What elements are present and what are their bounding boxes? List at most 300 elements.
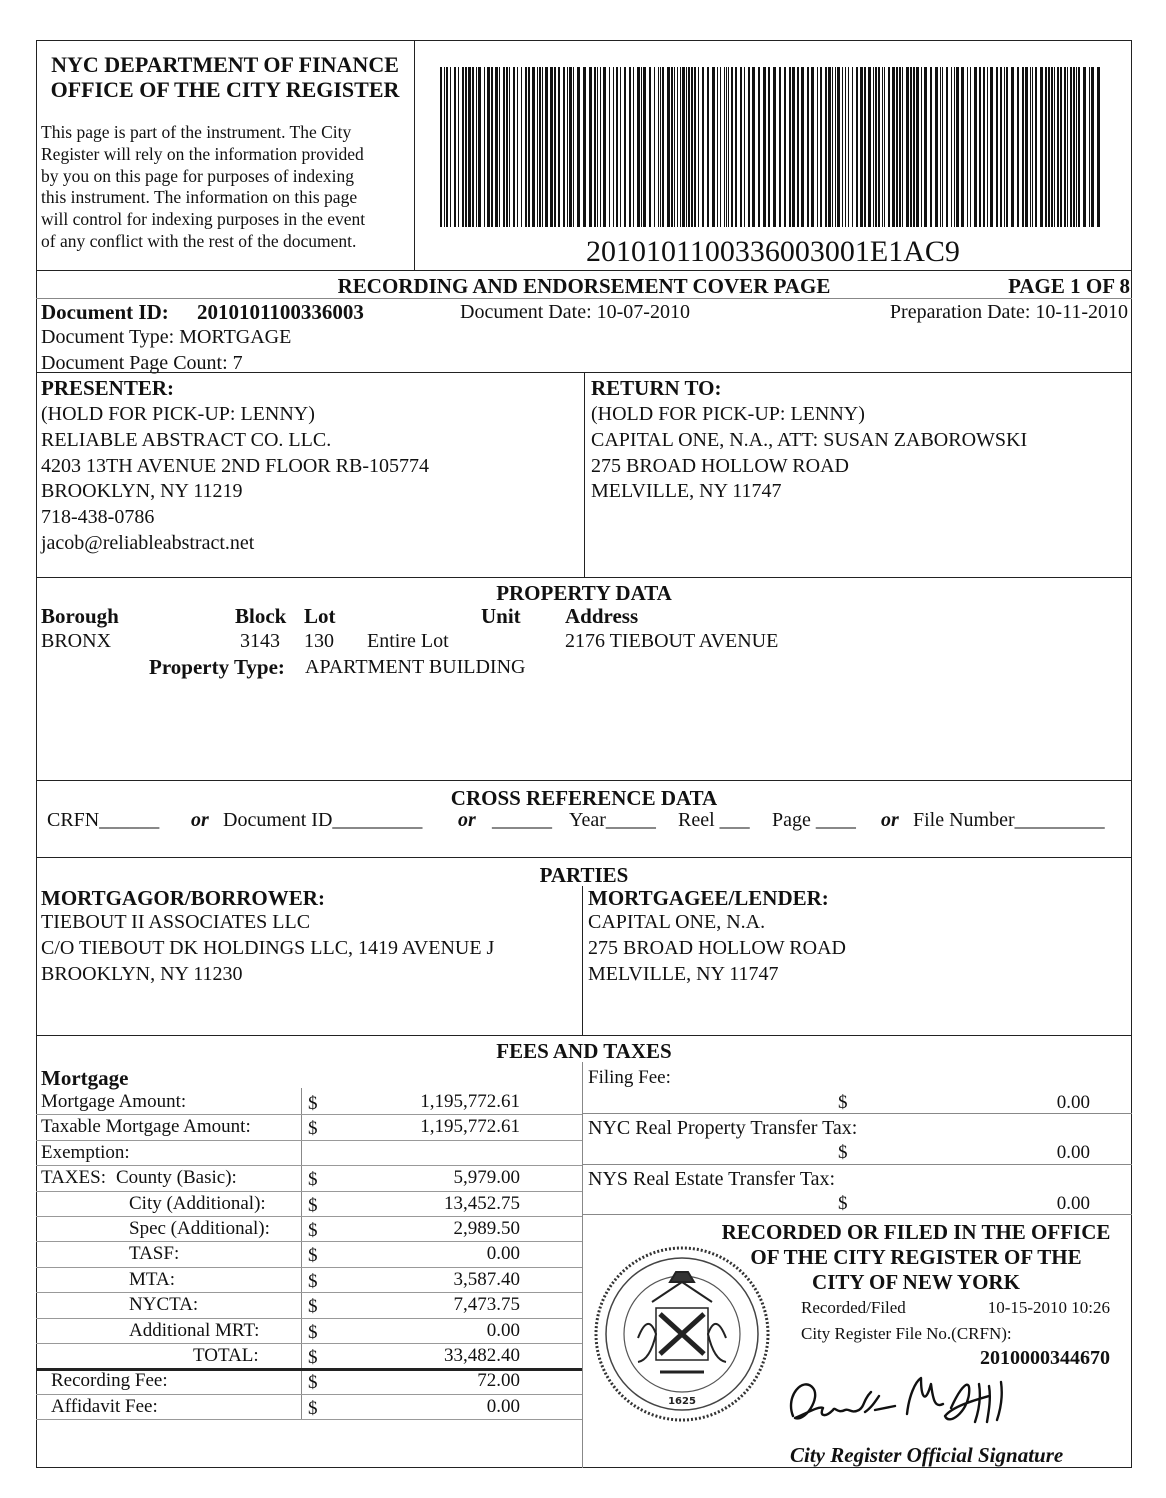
barcode-bar <box>892 67 895 227</box>
rule <box>582 1113 1132 1114</box>
barcode-bar <box>440 67 442 227</box>
barcode-bar <box>845 67 846 227</box>
year-field: Year_____ <box>569 809 656 831</box>
barcode-bar <box>884 67 885 227</box>
barcode-bar <box>594 67 596 227</box>
dept-name-line1: NYC DEPARTMENT OF FINANCE <box>51 52 399 77</box>
presenter-line: jacob@reliableabstract.net <box>41 531 255 554</box>
barcode-bar <box>532 67 535 227</box>
fee-label: TAXES: County (Basic): <box>41 1167 237 1189</box>
barcode-bar <box>641 67 642 227</box>
barcode-bar <box>832 67 833 227</box>
barcode-bar <box>835 67 836 227</box>
page-indicator: PAGE 1 OF 8 <box>1008 274 1130 298</box>
presenter-line: (HOLD FOR PICK-UP: LENNY) <box>41 403 315 425</box>
notice-line: Register will rely on the information provided <box>41 143 364 164</box>
barcode-bar <box>468 67 471 227</box>
barcode-bar <box>567 67 568 227</box>
fee-row <box>36 1166 582 1191</box>
borough-value: BRONX <box>41 630 112 652</box>
barcode-bar <box>967 67 968 227</box>
barcode-bar <box>499 67 500 227</box>
barcode-bar <box>974 67 977 227</box>
barcode-bar <box>996 67 998 227</box>
mortgage-label: Mortgage <box>41 1066 129 1090</box>
fee-amount: 33,482.40 <box>444 1345 520 1366</box>
fee-row <box>36 1192 582 1217</box>
barcode-bar <box>899 67 901 227</box>
fee-label: TASF: <box>129 1243 180 1265</box>
barcode-bar <box>688 67 690 227</box>
barcode-bar <box>768 67 770 227</box>
barcode-bar <box>837 67 840 227</box>
barcode-bar <box>1073 67 1075 227</box>
fee-amount: 13,452.75 <box>444 1192 520 1214</box>
fee-label: NYCTA: <box>129 1294 199 1316</box>
presenter-label: PRESENTER: <box>41 376 175 400</box>
barcode-bar <box>852 67 853 227</box>
barcode-bar <box>820 67 822 227</box>
crfn-label: City Register File No.(CRFN): <box>801 1324 1012 1343</box>
barcode-bar <box>577 67 580 227</box>
barcode-bar <box>667 67 670 227</box>
rptt-label: NYC Real Property Transfer Tax: <box>588 1117 858 1139</box>
barcode-bar <box>691 67 693 227</box>
rule <box>36 857 1132 858</box>
dept-name-line2: OFFICE OF THE CITY REGISTER <box>50 77 400 102</box>
fee-currency: $ <box>308 1270 318 1292</box>
lot-description: Entire Lot <box>367 630 449 652</box>
address-header: Address <box>565 604 639 628</box>
or-label: or <box>191 809 209 831</box>
barcode-bar <box>970 67 971 227</box>
rule <box>36 1035 1132 1036</box>
rule <box>36 577 1132 578</box>
fee-label: Additional MRT: <box>129 1319 260 1341</box>
barcode-bar <box>856 67 858 227</box>
rett-amount: 0.00 <box>1056 1193 1090 1214</box>
fee-amount: 0.00 <box>486 1319 520 1341</box>
property-data-title: PROPERTY DATA <box>496 581 672 605</box>
barcode-bar <box>643 67 646 227</box>
recorded-line1: RECORDED OR FILED IN THE OFFICE <box>721 1220 1111 1244</box>
fee-amount: 0.00 <box>486 1243 520 1265</box>
barcode-bar <box>1006 67 1008 227</box>
barcode-bar <box>807 67 809 227</box>
barcode-bar <box>1011 67 1014 227</box>
notice-line: This page is part of the instrument. The City <box>41 122 352 142</box>
barcode-bar <box>1097 67 1100 227</box>
barcode-bar <box>961 67 964 227</box>
barcode-bar <box>658 67 659 227</box>
city-register-seal <box>590 1242 774 1426</box>
fee-currency: $ <box>308 1321 318 1343</box>
borough-header: Borough <box>41 604 119 628</box>
barcode-bar <box>517 67 518 227</box>
notice-line: this instrument. The information on this page <box>41 187 358 208</box>
rett-currency: $ <box>838 1193 848 1214</box>
barcode-bar <box>537 67 538 227</box>
rptt-amount: 0.00 <box>1056 1142 1090 1163</box>
barcode-bar <box>726 67 727 227</box>
barcode-bar <box>935 67 938 227</box>
barcode-bar <box>1057 67 1059 227</box>
document-id-field: Document ID_________ <box>223 809 423 831</box>
barcode-bar <box>680 67 681 227</box>
fee-row <box>36 1293 582 1318</box>
barcode-bar <box>509 67 510 227</box>
fee-label: MTA: <box>129 1268 175 1290</box>
lender-line: 275 BROAD HOLLOW ROAD <box>588 936 846 959</box>
fee-row <box>36 1344 582 1369</box>
barcode-bar <box>906 67 909 227</box>
barcode-bar <box>979 67 981 227</box>
barcode-bar <box>956 67 959 227</box>
barcode-bar <box>573 67 574 227</box>
official-signature <box>775 1366 1035 1442</box>
barcode-bar <box>717 67 718 227</box>
barcode-bar <box>860 67 863 227</box>
rule <box>36 298 1132 299</box>
document-type: Document Type: MORTGAGE <box>41 326 292 348</box>
barcode-bar <box>990 67 993 227</box>
barcode-bar <box>828 67 831 227</box>
barcode-bar <box>731 67 733 227</box>
fee-row <box>36 1115 582 1140</box>
barcode-bar <box>654 67 655 227</box>
notice-line: of any conflict with the rest of the document. <box>41 230 357 251</box>
barcode-bar <box>1060 67 1062 227</box>
rptt-currency: $ <box>838 1142 848 1163</box>
barcode-bar <box>1070 67 1072 227</box>
barcode-bar <box>1022 67 1024 227</box>
return-to-line: MELVILLE, NY 11747 <box>591 480 782 503</box>
barcode-bar <box>902 67 903 227</box>
barcode-bar <box>913 67 915 227</box>
unit-header: Unit <box>481 604 521 628</box>
notice-line: by you on this page for purposes of indexing <box>41 165 355 186</box>
barcode-number: 2010101100336003001E1AC9 <box>586 235 960 268</box>
fee-label: City (Additional): <box>129 1192 266 1214</box>
barcode-bar <box>1035 67 1037 227</box>
total-rule <box>36 1368 582 1371</box>
fee-currency: $ <box>308 1347 318 1368</box>
barcode-bar <box>637 67 640 227</box>
fee-row <box>36 1141 582 1166</box>
or-label: or <box>458 809 476 831</box>
barcode-bar <box>1045 67 1047 227</box>
barcode-bar <box>558 67 560 227</box>
barcode-bar <box>686 67 687 227</box>
lender-label: MORTGAGEE/LENDER: <box>588 886 829 910</box>
cross-reference-title: CROSS REFERENCE DATA <box>450 786 718 810</box>
barcode-bar <box>801 67 804 227</box>
barcode-bar <box>930 67 932 227</box>
barcode-bar <box>525 67 527 227</box>
barcode-bar <box>728 67 729 227</box>
barcode-bar <box>720 67 721 227</box>
barcode-bar <box>1025 67 1028 227</box>
return-to-label: RETURN TO: <box>591 376 722 400</box>
barcode-bar <box>1017 67 1019 227</box>
fee-row <box>36 1242 582 1267</box>
barcode-bar <box>545 67 548 227</box>
barcode-bar <box>848 67 849 227</box>
barcode-bar <box>1091 67 1094 227</box>
barcode-bar <box>597 67 598 227</box>
barcode-bar <box>873 67 874 227</box>
recorded-filed-datetime: 10-15-2010 10:26 <box>987 1298 1110 1317</box>
barcode-bar <box>472 67 474 227</box>
fee-currency: $ <box>308 1093 318 1114</box>
barcode-bar <box>513 67 515 227</box>
fee-label: TOTAL: <box>193 1345 259 1366</box>
barcode-bar <box>811 67 814 227</box>
barcode-bar <box>792 67 795 227</box>
barcode-bar <box>616 67 618 227</box>
barcode-bar <box>752 67 755 227</box>
barcode-bar <box>603 67 606 227</box>
fee-label: Affidavit Fee: <box>51 1395 158 1417</box>
barcode-bar <box>942 67 943 227</box>
rule <box>582 1164 1132 1165</box>
fee-row <box>36 1217 582 1242</box>
barcode-bar <box>702 67 704 227</box>
presenter-line: RELIABLE ABSTRACT CO. LLC. <box>41 428 332 451</box>
barcode-bar <box>763 67 766 227</box>
barcode-bar <box>748 67 750 227</box>
property-type: APARTMENT BUILDING <box>305 656 526 678</box>
barcode-bar <box>825 67 827 227</box>
file-number-field: File Number_________ <box>913 809 1105 831</box>
barcode-bar <box>649 67 651 227</box>
recorded-line2: OF THE CITY REGISTER OF THE <box>750 1245 1082 1269</box>
barcode-bar <box>613 67 614 227</box>
barcode-bar <box>1064 67 1066 227</box>
barcode <box>440 67 1104 227</box>
rett-label: NYS Real Estate Transfer Tax: <box>588 1168 836 1190</box>
lender-details <box>588 910 846 987</box>
barcode-bar <box>740 67 742 227</box>
barcode-bar <box>521 67 522 227</box>
fee-currency: $ <box>308 1372 318 1394</box>
barcode-bar <box>797 67 799 227</box>
barcode-bar <box>1048 67 1050 227</box>
fee-amount: 72.00 <box>477 1370 520 1392</box>
page-field: Page ____ <box>772 809 856 831</box>
barcode-bar <box>1032 67 1033 227</box>
barcode-bar <box>491 67 493 227</box>
barcode-bar <box>1083 67 1086 227</box>
barcode-bar <box>539 67 541 227</box>
barcode-bar <box>924 67 927 227</box>
barcode-bar <box>773 67 776 227</box>
barcode-bar <box>878 67 880 227</box>
presenter-line: 4203 13TH AVENUE 2ND FLOOR RB-105774 <box>41 454 429 477</box>
borrower-line: BROOKLYN, NY 11230 <box>41 962 243 985</box>
property-type-label: Property Type: <box>149 655 285 679</box>
fee-amount: 1,195,772.61 <box>420 1116 520 1138</box>
rule <box>582 1214 1132 1215</box>
barcode-bar <box>476 67 477 227</box>
barcode-bar <box>694 67 696 227</box>
barcode-bar <box>1051 67 1053 227</box>
lender-line: CAPITAL ONE, N.A. <box>588 911 766 933</box>
barcode-bar <box>682 67 685 227</box>
fee-currency: $ <box>308 1194 318 1216</box>
fee-currency: $ <box>308 1220 318 1241</box>
recorded-filed-label: Recorded/Filed <box>801 1298 906 1317</box>
fees-title: FEES AND TAXES <box>496 1039 672 1063</box>
recorded-line3: CITY OF NEW YORK <box>812 1270 1020 1294</box>
barcode-bar <box>446 67 448 227</box>
barcode-bar <box>921 67 922 227</box>
document-date: Document Date: 10-07-2010 <box>460 301 690 323</box>
barcode-bar <box>444 67 445 227</box>
barcode-bar <box>550 67 553 227</box>
barcode-bar <box>462 67 464 227</box>
barcode-bar <box>583 67 586 227</box>
barcode-bar <box>1089 67 1090 227</box>
filing-fee-currency: $ <box>838 1092 848 1113</box>
barcode-bar <box>542 67 543 227</box>
lot-header: Lot <box>304 604 336 628</box>
barcode-bar <box>609 67 610 227</box>
barcode-bar <box>910 67 912 227</box>
barcode-bar <box>660 67 661 227</box>
fee-amount: 3,587.40 <box>453 1268 520 1290</box>
barcode-bar <box>789 67 791 227</box>
barcode-bar <box>528 67 530 227</box>
barcode-bar <box>817 67 818 227</box>
barcode-bar <box>629 67 631 227</box>
barcode-bar <box>1030 67 1031 227</box>
barcode-bar <box>1040 67 1043 227</box>
crfn-field: CRFN______ <box>47 809 160 831</box>
barcode-bar <box>487 67 490 227</box>
block-header: Block <box>235 604 287 628</box>
borrower-line: TIEBOUT II ASSOCIATES LLC <box>41 911 311 933</box>
presenter-address <box>41 402 429 557</box>
barcode-bar <box>724 67 725 227</box>
barcode-bar <box>896 67 898 227</box>
fee-amount: 1,195,772.61 <box>420 1091 520 1112</box>
presenter-line: BROOKLYN, NY 11219 <box>41 480 243 503</box>
barcode-bar <box>600 67 601 227</box>
barcode-bar <box>842 67 843 227</box>
barcode-bar <box>779 67 781 227</box>
fee-row <box>36 1395 582 1420</box>
fee-currency: $ <box>308 1118 318 1140</box>
barcode-bar <box>758 67 760 227</box>
column-divider <box>582 886 583 1035</box>
fee-amount: 7,473.75 <box>453 1294 520 1316</box>
barcode-bar <box>671 67 673 227</box>
barcode-bar <box>707 67 709 227</box>
fee-label: Exemption: <box>41 1141 130 1163</box>
property-address: 2176 TIEBOUT AVENUE <box>565 630 779 652</box>
blank-field: ______ <box>492 809 552 831</box>
barcode-bar <box>554 67 556 227</box>
barcode-bar <box>1004 67 1005 227</box>
filing-fee-label: Filing Fee: <box>588 1067 671 1088</box>
borrower-line: C/O TIEBOUT DK HOLDINGS LLC, 1419 AVENUE J <box>41 936 495 959</box>
parties-title: PARTIES <box>539 863 629 887</box>
document-id: 2010101100336003 <box>197 300 364 324</box>
barcode-bar <box>677 67 678 227</box>
fee-currency: $ <box>308 1296 318 1318</box>
barcode-bar <box>484 67 485 227</box>
rule <box>36 780 1132 781</box>
barcode-bar <box>506 67 508 227</box>
borrower-details <box>41 910 494 987</box>
filing-fee-amount: 0.00 <box>1056 1092 1090 1113</box>
presenter-line: 718-438-0786 <box>41 506 155 529</box>
barcode-bar <box>868 67 871 227</box>
barcode-bar <box>888 67 890 227</box>
return-to-line: (HOLD FOR PICK-UP: LENNY) <box>591 403 865 425</box>
fee-currency: $ <box>308 1245 318 1267</box>
barcode-bar <box>1078 67 1080 227</box>
fee-row <box>36 1090 582 1115</box>
fee-currency: $ <box>308 1397 318 1419</box>
barcode-bar <box>454 67 456 227</box>
preparation-date: Preparation Date: 10-11-2010 <box>889 301 1128 323</box>
barcode-bar <box>983 67 985 227</box>
indexing-notice <box>41 122 365 253</box>
barcode-bar <box>1054 67 1055 227</box>
barcode-bar <box>1076 67 1077 227</box>
document-page-count: Document Page Count: 7 <box>41 352 243 374</box>
barcode-bar <box>864 67 866 227</box>
barcode-bar <box>712 67 715 227</box>
column-divider <box>584 372 585 577</box>
crfn-number: 2010000344670 <box>980 1347 1110 1369</box>
barcode-bar <box>495 67 498 227</box>
barcode-bar <box>954 67 955 227</box>
column-divider <box>582 1062 583 1468</box>
barcode-bar <box>946 67 948 227</box>
lot-value: 130 <box>304 630 334 652</box>
seal-year: 1625 <box>668 1396 696 1407</box>
barcode-bar <box>916 67 919 227</box>
signature-caption: City Register Official Signature <box>790 1443 1064 1467</box>
fee-amount: 5,979.00 <box>453 1167 520 1189</box>
fee-row <box>36 1268 582 1293</box>
fee-amount: 2,989.50 <box>453 1218 520 1239</box>
barcode-bar <box>882 67 883 227</box>
barcode-bar <box>450 67 451 227</box>
barcode-bar <box>940 67 941 227</box>
barcode-bar <box>458 67 459 227</box>
barcode-bar <box>951 67 952 227</box>
return-to-address <box>591 402 1027 505</box>
barcode-bar <box>589 67 592 227</box>
fee-label: Taxable Mortgage Amount: <box>41 1116 251 1138</box>
fee-currency: $ <box>308 1169 318 1191</box>
barcode-bar <box>735 67 737 227</box>
reel-field: Reel ___ <box>678 809 750 831</box>
fee-label: Mortgage Amount: <box>41 1091 187 1112</box>
barcode-bar <box>620 67 621 227</box>
fee-row <box>36 1319 582 1344</box>
barcode-bar <box>1067 67 1068 227</box>
fee-amount: 0.00 <box>486 1395 520 1417</box>
block-value: 3143 <box>240 630 280 652</box>
barcode-bar <box>744 67 745 227</box>
barcode-bar <box>987 67 988 227</box>
barcode-bar <box>662 67 664 227</box>
